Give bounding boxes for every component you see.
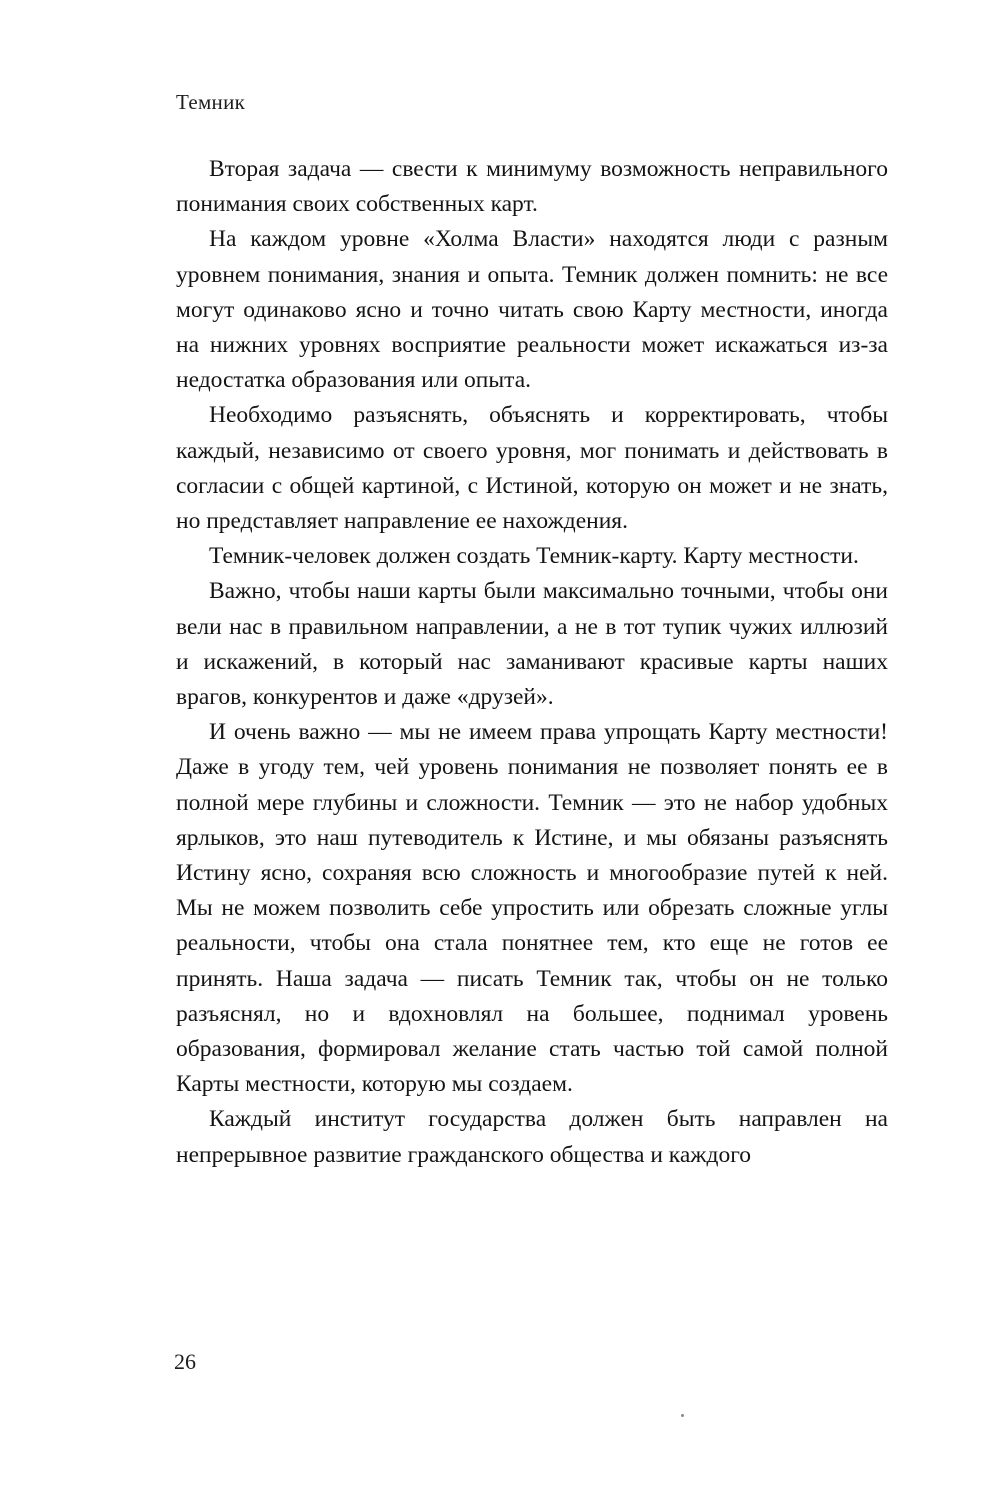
scan-artifact-dot [681,1414,684,1417]
paragraph: Важно, чтобы наши карты были максимально точными, чтобы они вели нас в правильном направлении, а не в тот тупик чужих иллюзий и искажений, в который нас заманивают красивые карты наших врагов, конкурентов и даже «друзей». [176,578,888,711]
body-text-block [176,152,888,1173]
running-header: Темник [176,90,246,114]
paragraph: Вторая задача — свести к минимуму возможность неправильного понимания своих собственных карт. [176,156,888,218]
page-number: 26 [174,1349,196,1374]
paragraph: На каждом уровне «Холма Власти» находятся люди с разным уровнем понимания, знания и опыта. Темник должен помнить: не все могут одинаково ясно и точно читать свою Карту местности, иногда на нижних уровнях восприятие реальности может искажаться из-за недостатка образования или опыта. [176,226,888,394]
paragraph: Каждый институт государства должен быть направлен на непрерывное развитие гражданского общества и каждого [176,1106,888,1168]
paragraph: Темник-человек должен создать Темник-карту. Карту местности. [209,543,859,570]
paragraph: И очень важно — мы не имеем права упрощать Карту местности! Даже в угоду тем, чей уровень понимания не позволяет понять ее в полной мере глубины и сложности. Темник — это не набор удобных ярлыков, это наш путеводитель к Истине, и мы обязаны разъяснять Истину ясно, сохраняя всю сложность и многообразие путей к ней. Мы не можем позволить себе упростить или обрезать сложные углы реальности, чтобы она стала понятнее тем, кто еще не готов ее принять. Наша задача — писать Темник так, чтобы он не только разъяснял, но и вдохновлял на большее, поднимал уровень образования, формировал желание стать частью той самой полной Карты местности, которую мы создаем. [176,719,888,1098]
paragraph: Необходимо разъяснять, объяснять и корректировать, чтобы каждый, независимо от своего уровня, мог понимать и действовать в согласии с общей картиной, с Истиной, которую он может и не знать, но представляет направление ее нахождения. [176,402,888,535]
